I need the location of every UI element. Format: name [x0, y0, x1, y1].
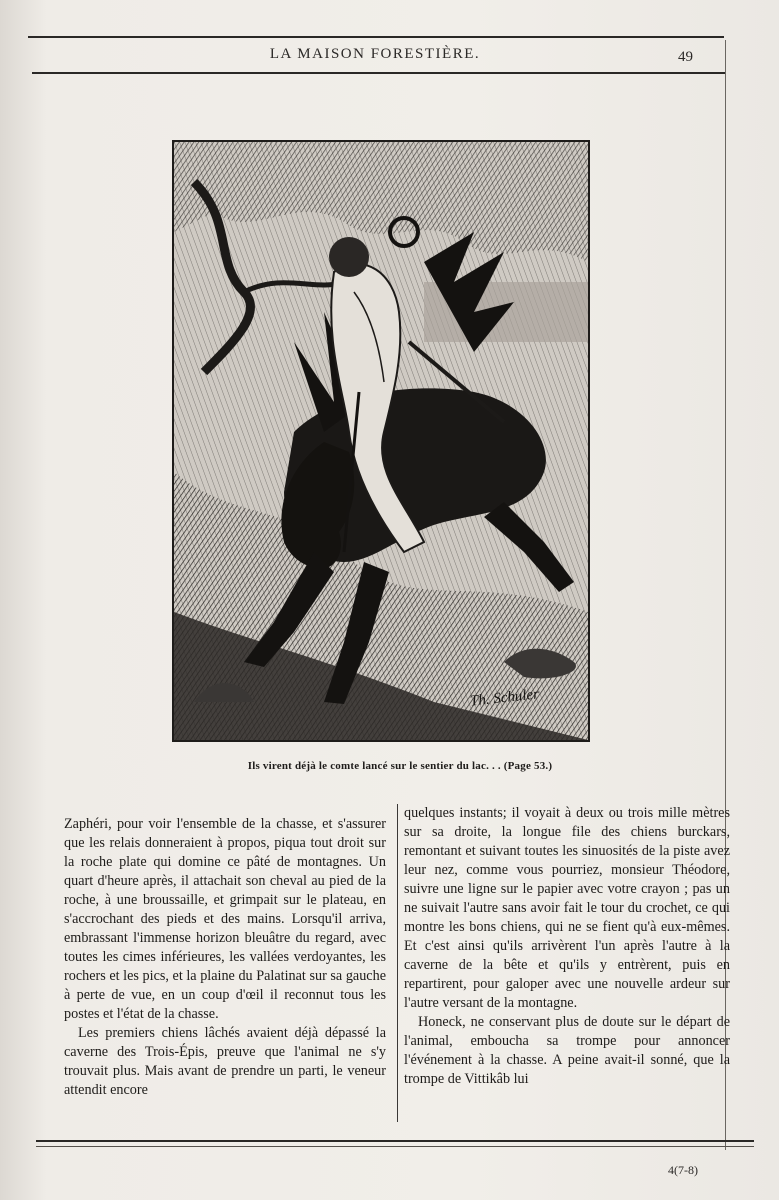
signature-mark: 4(7-8)	[668, 1163, 698, 1177]
running-title: LA MAISON FORESTIÈRE.	[269, 46, 481, 62]
text-column-left	[64, 815, 386, 1100]
paragraph: quelques instants; il voyait à deux ou trois mille mètres sur sa droite, la longue file des chiens burckars, remontant et suivant toutes les sinuosités de la piste avez leur nez, comme vous pourriez, monsieur Théodore, suivre une ligne sur le papier avec votre crayon ; pas un ne suivait l'autre sans avoir fait le tour du crochet, ce qui montre les bons chiens, qui ne se fient qu'à eux-mêmes. Et c'est ainsi qu'ils arrivèrent l'un après l'autre à la caverne de la bête et qu'ils y entrèrent, puis en repartirent, pour galoper avec une nouvelle ardeur sur l'autre versant de la montagne.	[404, 805, 730, 1011]
illustration-caption: Ils virent déjà le comte lancé sur le sentier du lac. . . (Page 53.)	[247, 760, 553, 772]
paragraph: Honeck, ne conservant plus de doute sur le départ de l'animal, emboucha sa trompe pour annoncer l'événement à la chasse. A peine avait-il sonné, que la trompe de Vittikâb lui	[404, 1014, 730, 1087]
footer-rule-top	[36, 1140, 754, 1142]
page-number: 49	[678, 49, 693, 65]
engraving-illustration	[172, 140, 590, 742]
horse-rider-engraving	[174, 142, 588, 740]
header-top-rule	[28, 36, 724, 38]
footer-rule-bottom	[36, 1146, 754, 1147]
header-bottom-rule	[32, 72, 726, 74]
column-divider	[397, 804, 398, 1122]
engraver-signature: Th. Schuler	[469, 686, 540, 710]
paragraph: Les premiers chiens lâchés avaient déjà dépassé la caverne des Trois-Épis, preuve que l'animal ne s'y trouvait plus. Mais avant de prendre un parti, le veneur attendit encore	[64, 1025, 386, 1098]
text-column-right	[404, 804, 730, 1089]
paragraph: Zaphéri, pour voir l'ensemble de la chasse, et s'assurer que les relais donneraient à propos, piqua tout droit sur la roche plate qui domine ce pâté de montagnes. Un quart d'heure après, il attachait son cheval au pied de la roche, à une broussaille, et grimpait sur le plateau, en s'accrochant des pieds et des mains. Lorsqu'il arriva, embrassant l'immense horizon bleuâtre du regard, avec toutes les cimes inférieures, les vallées verdoyantes, les rochers et les pics, et la plaine du Palatinat sur sa gauche à perte de vue, en un coup d'œil il reconnut tous les postes et l'état de la chasse.	[64, 816, 386, 1022]
